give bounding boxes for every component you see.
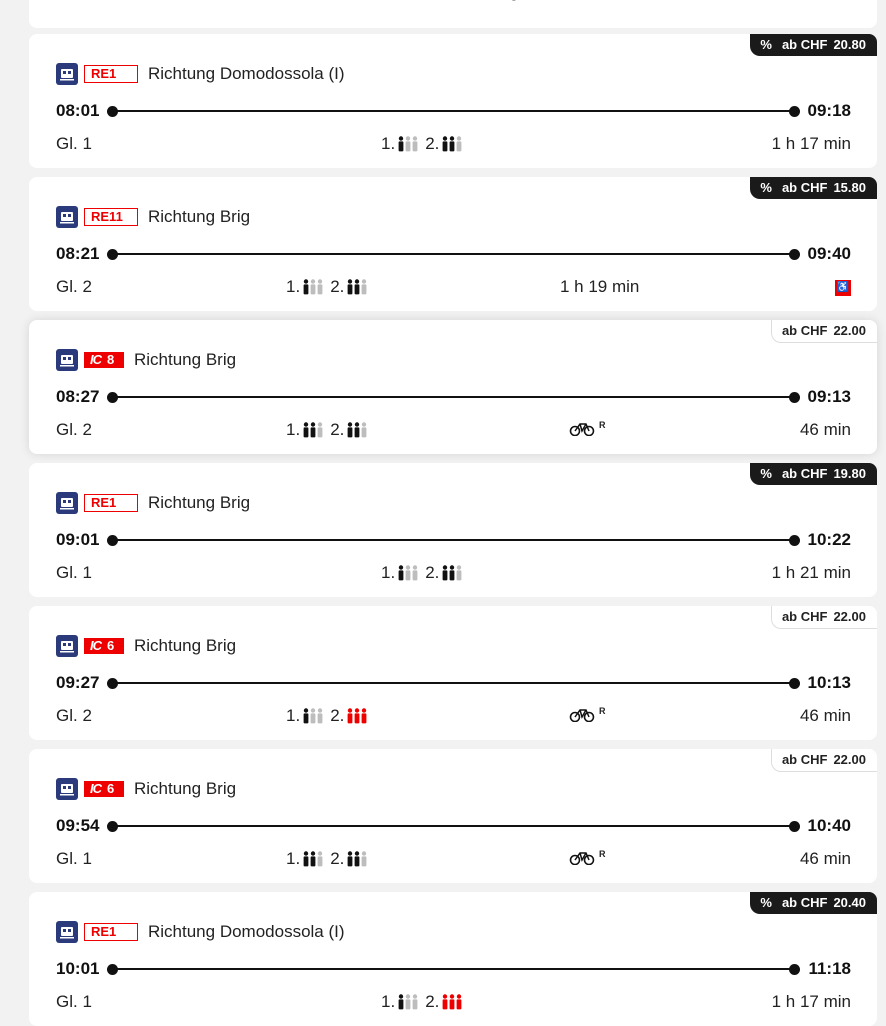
price-prefix: ab CHF bbox=[781, 609, 828, 624]
duration-label: 1 h 21 min bbox=[771, 563, 851, 582]
arrival-time: 11:18 bbox=[808, 959, 851, 978]
start-dot bbox=[107, 392, 118, 403]
time-row bbox=[56, 672, 851, 694]
details-row bbox=[56, 420, 851, 442]
person-icon bbox=[354, 851, 360, 867]
price-tag bbox=[771, 606, 877, 629]
class2-label: 2. bbox=[425, 134, 440, 153]
person-icon bbox=[456, 994, 462, 1010]
price-value: 19.80 bbox=[833, 466, 866, 481]
person-icon bbox=[347, 279, 353, 295]
person-icon bbox=[317, 708, 323, 724]
start-dot bbox=[107, 535, 118, 546]
duration-label: 46 min bbox=[799, 849, 851, 868]
journey-line bbox=[107, 243, 799, 265]
person-icon bbox=[303, 851, 309, 867]
occupancy-icon bbox=[347, 279, 368, 295]
occupancy-icon bbox=[347, 422, 368, 438]
class2-label: 2. bbox=[330, 420, 345, 439]
person-icon bbox=[310, 279, 316, 295]
person-icon bbox=[412, 994, 418, 1010]
class2-label: 2. bbox=[330, 849, 345, 868]
occupancy-info bbox=[286, 706, 374, 726]
duration-label: 1 h 17 min bbox=[771, 134, 851, 153]
time-row bbox=[56, 243, 851, 265]
discount-icon: % bbox=[760, 180, 772, 195]
start-dot bbox=[107, 964, 118, 975]
discount-icon: % bbox=[760, 37, 772, 52]
person-icon bbox=[361, 851, 367, 867]
journey-bar bbox=[113, 539, 793, 541]
class2-label: 2. bbox=[425, 992, 440, 1011]
person-icon bbox=[354, 422, 360, 438]
bike-reservation-label: R bbox=[599, 849, 606, 859]
bike-reservation-label: R bbox=[599, 706, 606, 716]
direction-label: Richtung Brig bbox=[134, 636, 237, 655]
person-icon bbox=[310, 708, 316, 724]
occupancy-icon bbox=[398, 136, 419, 152]
price-prefix: ab CHF bbox=[781, 180, 828, 195]
train-line-row bbox=[56, 62, 345, 86]
occupancy-icon bbox=[303, 279, 324, 295]
connection-card[interactable] bbox=[29, 892, 877, 1026]
occupancy-icon bbox=[398, 994, 419, 1010]
departure-time: 09:27 bbox=[56, 673, 100, 692]
person-icon bbox=[442, 994, 448, 1010]
time-row bbox=[56, 529, 851, 551]
train-line-row bbox=[56, 205, 250, 229]
person-icon bbox=[303, 708, 309, 724]
price-tag bbox=[750, 892, 877, 914]
price-prefix: ab CHF bbox=[781, 895, 828, 910]
person-icon bbox=[449, 565, 455, 581]
end-dot bbox=[789, 964, 800, 975]
person-icon bbox=[354, 708, 360, 724]
person-icon bbox=[442, 136, 448, 152]
discount-icon: % bbox=[760, 895, 772, 910]
occupancy-info bbox=[381, 134, 469, 154]
person-icon bbox=[405, 565, 411, 581]
occupancy-info bbox=[381, 563, 469, 583]
journey-bar bbox=[113, 110, 793, 112]
details-row bbox=[56, 277, 851, 299]
person-icon bbox=[449, 136, 455, 152]
time-row bbox=[56, 815, 851, 837]
train-icon bbox=[56, 635, 78, 657]
time-row bbox=[56, 100, 851, 122]
details-row bbox=[56, 706, 851, 728]
price-value: 20.40 bbox=[833, 895, 866, 910]
platform-label: Gl. 2 bbox=[56, 706, 92, 725]
train-icon bbox=[56, 492, 78, 514]
person-icon bbox=[303, 279, 309, 295]
restriction-icon: ♿ bbox=[835, 280, 851, 296]
journey-line bbox=[107, 529, 799, 551]
earlier-connections-label bbox=[368, 0, 537, 1]
train-line-row bbox=[56, 491, 250, 515]
person-icon bbox=[456, 136, 462, 152]
occupancy-info bbox=[286, 849, 374, 869]
details-row bbox=[56, 992, 851, 1014]
line-badge bbox=[84, 208, 138, 226]
class2-label: 2. bbox=[425, 563, 440, 582]
time-row bbox=[56, 958, 851, 980]
price-prefix: ab CHF bbox=[781, 323, 828, 338]
direction-label: Richtung Domodossola (I) bbox=[148, 922, 345, 941]
person-icon bbox=[398, 565, 404, 581]
journey-line bbox=[107, 386, 799, 408]
duration-label: 46 min bbox=[799, 706, 851, 725]
line-badge bbox=[84, 781, 124, 797]
class1-label: 1. bbox=[286, 706, 301, 725]
train-icon bbox=[56, 921, 78, 943]
train-line-row bbox=[56, 920, 345, 944]
time-row bbox=[56, 386, 851, 408]
class1-label: 1. bbox=[381, 992, 396, 1011]
price-value: 22.00 bbox=[833, 609, 866, 624]
platform-label: Gl. 2 bbox=[56, 277, 92, 296]
line-number: RE1 bbox=[91, 924, 117, 939]
price-tag bbox=[771, 749, 877, 772]
occupancy-icon bbox=[442, 136, 463, 152]
start-dot bbox=[107, 249, 118, 260]
person-icon bbox=[361, 279, 367, 295]
line-number: RE1 bbox=[91, 495, 117, 510]
ic-label: IC bbox=[90, 352, 101, 367]
connection-card[interactable] bbox=[29, 34, 877, 168]
journey-bar bbox=[113, 253, 793, 255]
end-dot bbox=[789, 106, 800, 117]
train-line-row bbox=[56, 777, 236, 801]
ic-label: IC bbox=[90, 638, 101, 653]
journey-bar bbox=[113, 968, 794, 970]
class1-label: 1. bbox=[286, 849, 301, 868]
direction-label: Richtung Brig bbox=[148, 207, 251, 226]
person-icon bbox=[347, 708, 353, 724]
price-prefix: ab CHF bbox=[781, 466, 828, 481]
line-number: RE11 bbox=[91, 209, 123, 224]
arrival-time: 10:22 bbox=[807, 530, 851, 549]
class2-label: 2. bbox=[330, 706, 345, 725]
bike-reservation-icon bbox=[569, 706, 606, 725]
ic-label: IC bbox=[90, 781, 101, 796]
price-value: 20.80 bbox=[833, 37, 866, 52]
journey-line bbox=[107, 672, 799, 694]
price-tag bbox=[750, 463, 877, 485]
line-number: 8 bbox=[107, 352, 115, 367]
platform-label: Gl. 1 bbox=[56, 849, 92, 868]
price-prefix: ab CHF bbox=[781, 752, 828, 767]
journey-bar bbox=[113, 825, 793, 827]
price-tag bbox=[771, 320, 877, 343]
end-dot bbox=[789, 392, 800, 403]
person-icon bbox=[317, 279, 323, 295]
arrival-time: 10:13 bbox=[807, 673, 851, 692]
person-icon bbox=[310, 422, 316, 438]
person-icon bbox=[456, 565, 462, 581]
journey-line bbox=[107, 958, 800, 980]
class1-label: 1. bbox=[381, 134, 396, 153]
person-icon bbox=[398, 136, 404, 152]
class1-label: 1. bbox=[381, 563, 396, 582]
platform-label: Gl. 1 bbox=[56, 134, 92, 153]
earlier-connections-button[interactable] bbox=[29, 0, 877, 28]
person-icon bbox=[354, 279, 360, 295]
person-icon bbox=[347, 851, 353, 867]
duration-label: 1 h 19 min bbox=[560, 277, 640, 296]
class1-label: 1. bbox=[286, 420, 301, 439]
train-line-row bbox=[56, 634, 236, 658]
connection-card[interactable] bbox=[29, 749, 877, 883]
price-value: 22.00 bbox=[833, 323, 866, 338]
direction-label: Richtung Brig bbox=[148, 493, 251, 512]
connection-card[interactable] bbox=[29, 177, 877, 311]
departure-time: 08:01 bbox=[56, 101, 100, 120]
price-prefix: ab CHF bbox=[781, 37, 828, 52]
train-icon bbox=[56, 206, 78, 228]
train-line-row bbox=[56, 348, 236, 372]
person-icon bbox=[412, 136, 418, 152]
start-dot bbox=[107, 821, 118, 832]
occupancy-info bbox=[286, 277, 374, 297]
line-badge bbox=[84, 923, 138, 941]
start-dot bbox=[107, 106, 118, 117]
end-dot bbox=[789, 821, 800, 832]
direction-label: Richtung Brig bbox=[134, 350, 237, 369]
direction-label: Richtung Domodossola (I) bbox=[148, 64, 345, 83]
connection-card[interactable] bbox=[29, 320, 877, 454]
person-icon bbox=[449, 994, 455, 1010]
person-icon bbox=[303, 422, 309, 438]
departure-time: 10:01 bbox=[56, 959, 100, 978]
duration-label: 1 h 17 min bbox=[771, 992, 851, 1011]
person-icon bbox=[310, 851, 316, 867]
person-icon bbox=[361, 708, 367, 724]
occupancy-icon bbox=[442, 994, 463, 1010]
line-number: 6 bbox=[107, 638, 115, 653]
start-dot bbox=[107, 678, 118, 689]
end-dot bbox=[789, 249, 800, 260]
line-number: RE1 bbox=[91, 66, 117, 81]
bike-reservation-icon bbox=[569, 420, 606, 439]
line-number: 6 bbox=[107, 781, 115, 796]
bike-reservation-label: R bbox=[599, 420, 606, 430]
departure-time: 09:01 bbox=[56, 530, 100, 549]
departure-time: 08:21 bbox=[56, 244, 100, 263]
details-row bbox=[56, 563, 851, 585]
end-dot bbox=[789, 678, 800, 689]
arrival-time: 10:40 bbox=[807, 816, 851, 835]
person-icon bbox=[405, 136, 411, 152]
line-badge bbox=[84, 65, 138, 83]
journey-line bbox=[107, 100, 799, 122]
arrival-time: 09:18 bbox=[807, 101, 851, 120]
occupancy-icon bbox=[303, 708, 324, 724]
journey-line bbox=[107, 815, 799, 837]
end-dot bbox=[789, 535, 800, 546]
line-badge bbox=[84, 494, 138, 512]
person-icon bbox=[442, 565, 448, 581]
direction-label: Richtung Brig bbox=[134, 779, 237, 798]
connection-card[interactable] bbox=[29, 463, 877, 597]
departure-time: 09:54 bbox=[56, 816, 100, 835]
occupancy-info bbox=[286, 420, 374, 440]
person-icon bbox=[317, 422, 323, 438]
train-icon bbox=[56, 778, 78, 800]
occupancy-icon bbox=[347, 708, 368, 724]
price-tag bbox=[750, 177, 877, 199]
departure-time: 08:27 bbox=[56, 387, 100, 406]
class1-label: 1. bbox=[286, 277, 301, 296]
occupancy-icon bbox=[442, 565, 463, 581]
platform-label: Gl. 1 bbox=[56, 563, 92, 582]
connection-card[interactable] bbox=[29, 606, 877, 740]
price-value: 15.80 bbox=[833, 180, 866, 195]
price-value: 22.00 bbox=[833, 752, 866, 767]
details-row bbox=[56, 849, 851, 871]
person-icon bbox=[405, 994, 411, 1010]
line-badge bbox=[84, 638, 124, 654]
person-icon bbox=[398, 994, 404, 1010]
price-tag bbox=[750, 34, 877, 56]
class2-label: 2. bbox=[330, 277, 345, 296]
platform-label: Gl. 1 bbox=[56, 992, 92, 1011]
occupancy-icon bbox=[303, 851, 324, 867]
line-badge bbox=[84, 352, 124, 368]
journey-bar bbox=[113, 396, 793, 398]
discount-icon: % bbox=[760, 466, 772, 481]
person-icon bbox=[317, 851, 323, 867]
person-icon bbox=[361, 422, 367, 438]
details-row bbox=[56, 134, 851, 156]
person-icon bbox=[347, 422, 353, 438]
occupancy-icon bbox=[398, 565, 419, 581]
train-icon bbox=[56, 349, 78, 371]
duration-label: 46 min bbox=[799, 420, 851, 439]
arrival-time: 09:40 bbox=[807, 244, 851, 263]
arrival-time: 09:13 bbox=[807, 387, 851, 406]
platform-label: Gl. 2 bbox=[56, 420, 92, 439]
bike-reservation-icon bbox=[569, 849, 606, 868]
journey-bar bbox=[113, 682, 793, 684]
person-icon bbox=[412, 565, 418, 581]
occupancy-icon bbox=[303, 422, 324, 438]
occupancy-info bbox=[381, 992, 469, 1012]
occupancy-icon bbox=[347, 851, 368, 867]
train-icon bbox=[56, 63, 78, 85]
